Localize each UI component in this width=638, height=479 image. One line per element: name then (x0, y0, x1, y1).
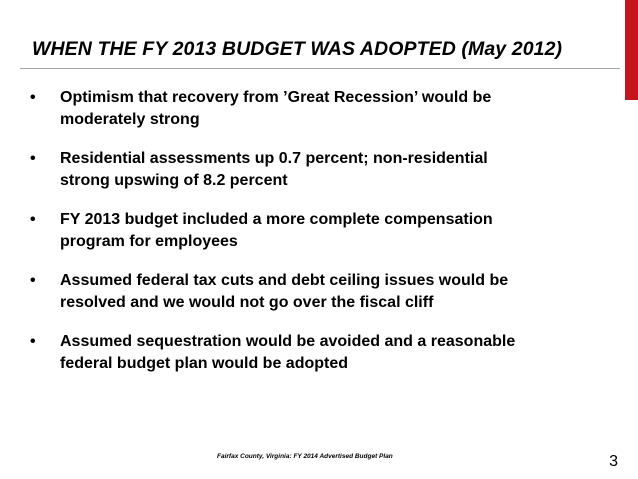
bullet-text-line: federal budget plan would be adopted (60, 355, 349, 372)
bullet-text-line: program for employees (60, 233, 238, 250)
bullet-marker: • (30, 272, 36, 289)
bullet-item (30, 270, 610, 314)
bullet-item (30, 209, 610, 253)
slide-title: WHEN THE FY 2013 BUDGET WAS ADOPTED (May 2012) (32, 38, 563, 60)
bullet-marker: • (30, 333, 36, 350)
bullet-text-line: Assumed federal tax cuts and debt ceiling issues would be (60, 272, 509, 289)
bullet-text-line: Assumed sequestration would be avoided and a reasonable (60, 333, 516, 350)
bullet-text-line: FY 2013 budget included a more complete compensation (60, 211, 493, 228)
title-divider (20, 68, 620, 69)
bullet-text-line: strong upswing of 8.2 percent (60, 172, 288, 189)
bullet-item (30, 87, 610, 131)
bullet-text-line: Residential assessments up 0.7 percent; non-residential (60, 150, 488, 167)
bullet-item (30, 148, 610, 192)
bullet-marker: • (30, 150, 36, 167)
bullet-text-line: Optimism that recovery from ’Great Recession’ would be (60, 89, 492, 106)
bullet-text-line: resolved and we would not go over the fiscal cliff (60, 294, 434, 311)
bullet-item (30, 331, 610, 375)
bullet-text-line: moderately strong (60, 111, 200, 128)
footer-source: Fairfax County, Virginia: FY 2014 Advertised Budget Plan (217, 453, 393, 460)
accent-bar (625, 0, 638, 100)
bullet-marker: • (30, 89, 36, 106)
bullet-list (30, 87, 610, 392)
page-number: 3 (609, 453, 618, 470)
bullet-marker: • (30, 211, 36, 228)
